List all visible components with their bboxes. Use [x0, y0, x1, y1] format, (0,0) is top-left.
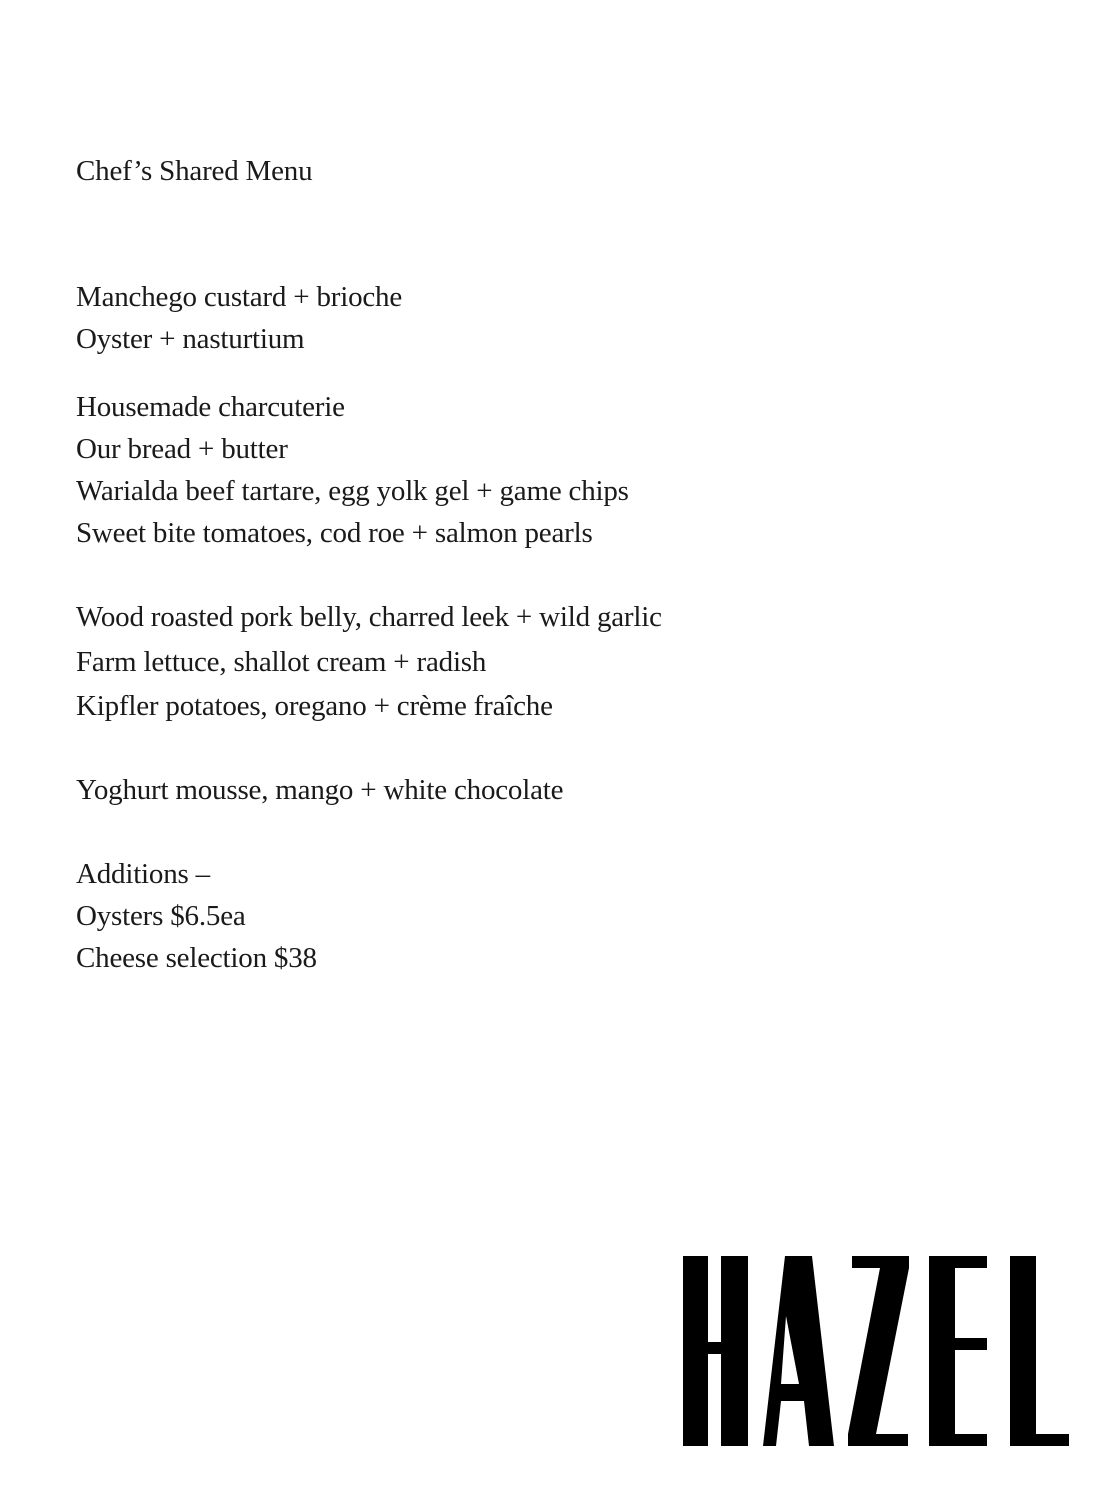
menu-item: Yoghurt mousse, mango + white chocolate — [76, 774, 564, 806]
menu-item: Our bread + butter — [76, 433, 288, 465]
menu-title: Chef’s Shared Menu — [76, 155, 313, 187]
menu-item: Wood roasted pork belly, charred leek + wild garlic — [76, 601, 662, 633]
hazel-logo — [683, 1256, 1069, 1446]
addition-item: Cheese selection $38 — [76, 942, 317, 974]
menu-item: Housemade charcuterie — [76, 391, 345, 423]
menu-item: Warialda beef tartare, egg yolk gel + game chips — [76, 475, 629, 507]
menu-item: Oyster + nasturtium — [76, 323, 305, 355]
additions-heading: Additions – — [76, 858, 210, 890]
menu-item: Manchego custard + brioche — [76, 281, 403, 313]
addition-item: Oysters $6.5ea — [76, 900, 246, 932]
menu-item: Kipfler potatoes, oregano + crème fraîche — [76, 690, 553, 722]
menu-item: Farm lettuce, shallot cream + radish — [76, 646, 487, 678]
menu-item: Sweet bite tomatoes, cod roe + salmon pearls — [76, 517, 593, 549]
